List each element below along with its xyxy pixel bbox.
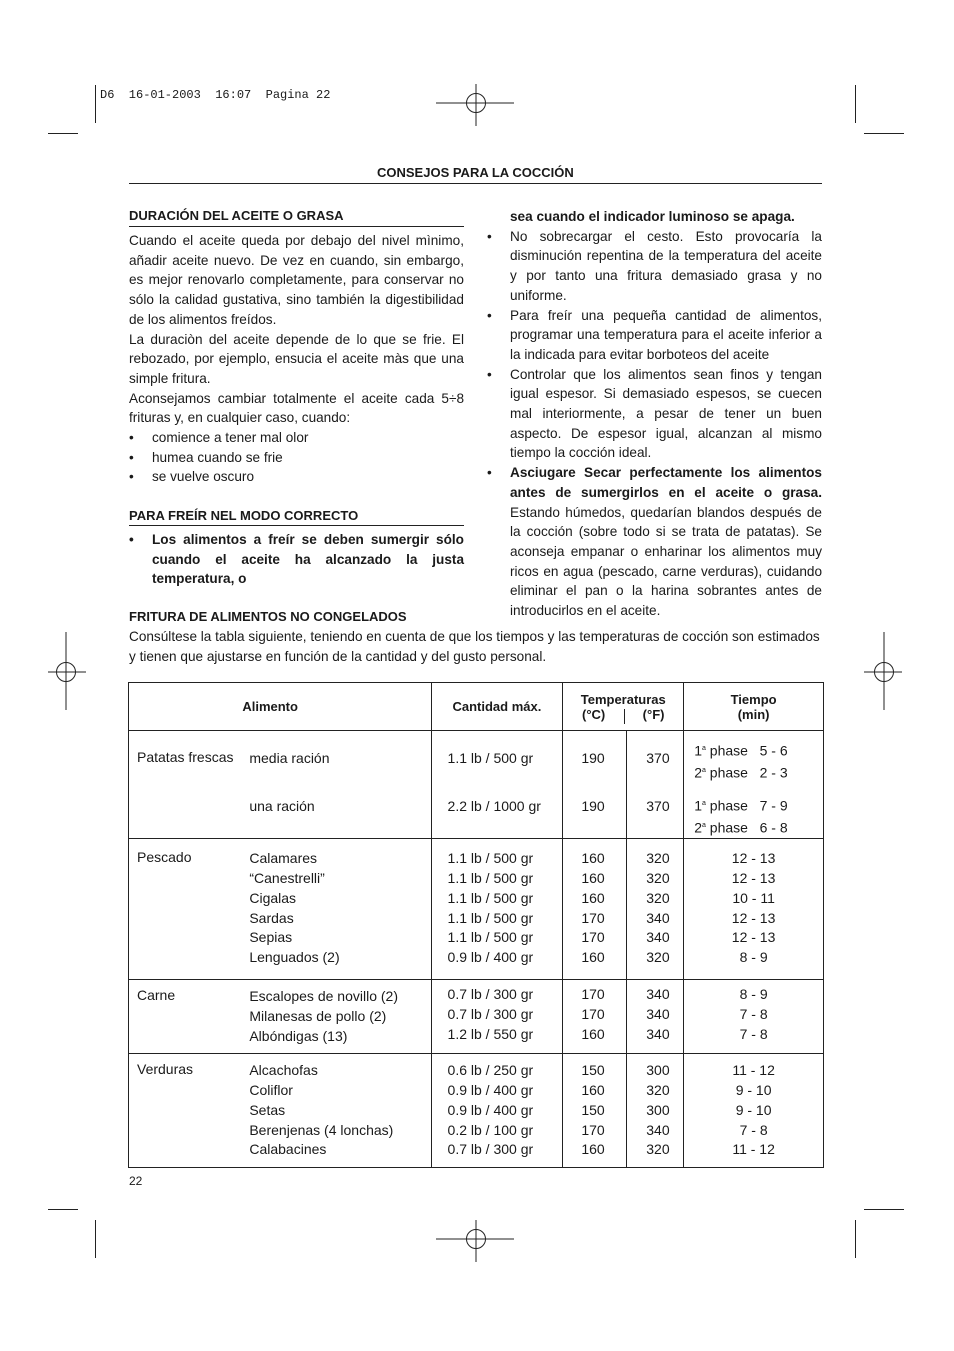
cell-line: 160 bbox=[581, 870, 605, 887]
category-pescado: Pescado bbox=[129, 839, 242, 980]
cell-line: 340 bbox=[646, 909, 670, 926]
header-fahrenheit: (°F) bbox=[642, 706, 665, 722]
cell-line: 320 bbox=[646, 1082, 670, 1099]
frying-table bbox=[128, 682, 824, 1168]
cell-line: 0.2 lb / 100 gr bbox=[447, 1121, 534, 1138]
section-duracion-title: DURACIÓN DEL ACEITE O GRASA bbox=[129, 208, 344, 223]
table-row bbox=[129, 731, 824, 839]
cell-line: 170 bbox=[581, 1121, 605, 1138]
verduras-celsius bbox=[563, 1054, 627, 1168]
cell-line: 0.9 lb / 400 gr bbox=[447, 1101, 534, 1118]
pescado-qty bbox=[431, 839, 563, 980]
condition-list bbox=[129, 428, 464, 487]
celsius-value: 190 bbox=[581, 750, 605, 766]
phase-line: 1$^a$ phase 7 - 9 bbox=[694, 797, 788, 814]
title-rule bbox=[129, 183, 822, 184]
cell-line: 300 bbox=[646, 1062, 670, 1079]
cell-line: 160 bbox=[581, 889, 605, 906]
cell-line: 320 bbox=[646, 889, 670, 906]
verduras-qty bbox=[431, 1054, 563, 1168]
cell-line: 340 bbox=[646, 1025, 670, 1042]
cell-line: 11 - 12 bbox=[732, 1141, 775, 1158]
paragraph: La duraciòn del aceite depende de lo que se frie. El rebozado, por ejemplo, ensucia el aceite màs que una simple fritura. bbox=[129, 331, 464, 386]
cell-line: 320 bbox=[646, 870, 670, 887]
list-item: • Para freír una pequeña cantidad de alimentos, programar una temperatura para el aceite inferior a la indicada para evitar borboteos del aceite bbox=[487, 306, 822, 365]
cell-line: 340 bbox=[646, 1121, 670, 1138]
cell-line: 1.1 lb / 500 gr bbox=[447, 889, 534, 906]
continuation-text: sea cuando el indicador luminoso se apaga. bbox=[510, 209, 795, 224]
category-patatas: Patatas frescas bbox=[129, 731, 242, 839]
carne-qty bbox=[431, 980, 563, 1054]
text: Estando húmedos, quedarían blandos después de la cocción (sobre todo si se trata de patatas). Se aconseja empanar o enharinar los alimentos muy ricos en agua (pescado, carne verduras), cuidando eliminar el pan o la harina sobrantes antes de introducirlos en el aceite. bbox=[510, 504, 822, 619]
cell-line: Calamares bbox=[249, 850, 318, 867]
cell-line: 10 - 11 bbox=[732, 889, 775, 906]
cell-line: 170 bbox=[581, 909, 605, 926]
right-column-body bbox=[487, 207, 822, 621]
cell-line: Cigalas bbox=[249, 889, 297, 906]
list-item: • se vuelve oscuro bbox=[129, 467, 464, 487]
header-temperaturas bbox=[563, 683, 684, 731]
cell-line: Coliflor bbox=[249, 1082, 293, 1099]
cell-line: 320 bbox=[646, 948, 670, 965]
cell-line: Lenguados (2) bbox=[249, 948, 340, 965]
table-row bbox=[129, 1054, 824, 1168]
cell-line: 0.6 lb / 250 gr bbox=[447, 1062, 534, 1079]
carne-items bbox=[241, 980, 431, 1054]
table-row bbox=[129, 839, 824, 980]
paragraph: Cuando el aceite queda por debajo del nivel mìnimo, añadir aceite nuevo. De vez en cuando, sin embargo, es mejor renovarlo completamente, para conservar no sólo la calidad gustativa, sino también la digestibilidad de los alimentos freídos. bbox=[129, 233, 464, 327]
list-item: • humea cuando se frie bbox=[129, 448, 464, 468]
cell-line: 320 bbox=[646, 1141, 670, 1158]
header-tiempo bbox=[684, 683, 824, 731]
section-freir-title: PARA FREÍR NEL MODO CORRECTO bbox=[129, 508, 359, 523]
header-temperaturas-label: Temperaturas bbox=[580, 691, 666, 707]
pescado-time bbox=[684, 839, 824, 980]
category-verduras: Verduras bbox=[129, 1054, 242, 1168]
fahrenheit-value: 370 bbox=[646, 797, 670, 814]
cell-line: 9 - 10 bbox=[735, 1082, 772, 1099]
list-item: • comience a tener mal olor bbox=[129, 428, 464, 448]
list-item: • Los alimentos a freír se deben sumergir sólo cuando el aceite ha alcanzado la justa temperatura, o bbox=[129, 530, 464, 589]
cell-line: Milanesas de pollo (2) bbox=[249, 1008, 387, 1025]
list-item: • Controlar que los alimentos sean finos y tengan igual espesor. Si demasiado espesos, se cuecen mal interiormente, a pesar de tener un buen aspecto. De espesor igual, alcanzan al mismo tiempo la cocción ideal. bbox=[487, 365, 822, 464]
pescado-fahrenheit bbox=[627, 839, 684, 980]
cell-line: Sepias bbox=[249, 929, 293, 946]
cell-line: 7 - 8 bbox=[739, 1025, 768, 1042]
section-freir-body bbox=[129, 530, 464, 589]
header-celsius: (°C) bbox=[582, 706, 606, 722]
print-header: D6 16-01-2003 16:07 Pagina 22 bbox=[100, 88, 331, 102]
cell-line: 160 bbox=[581, 948, 605, 965]
cell-line: 12 - 13 bbox=[731, 929, 776, 946]
cell-line: 150 bbox=[581, 1062, 605, 1079]
cell-line: 0.7 lb / 300 gr bbox=[447, 1141, 534, 1158]
celsius-value: 190 bbox=[581, 797, 605, 814]
section-duracion-rule bbox=[129, 226, 464, 227]
cell-line: 170 bbox=[581, 929, 605, 946]
cell-line: 0.9 lb / 400 gr bbox=[447, 1082, 534, 1099]
page-number: 22 bbox=[129, 1174, 143, 1188]
cell-line: 1.2 lb / 550 gr bbox=[447, 1025, 534, 1042]
header-tiempo-label: Tiempo bbox=[730, 691, 777, 707]
cell-line: 8 - 9 bbox=[739, 948, 768, 965]
phase-line: 1$^a$ phase 5 - 6 bbox=[694, 742, 788, 759]
cell-line: Setas bbox=[249, 1101, 286, 1118]
food-item: una ración bbox=[249, 797, 315, 814]
cell-line: 160 bbox=[581, 1082, 605, 1099]
cell-line: 170 bbox=[581, 986, 605, 1003]
cell-line: 12 - 13 bbox=[731, 850, 776, 867]
fritura-intro: Consúltese la tabla siguiente, teniendo en cuenta de que los tiempos y las temperaturas de cocción son estimados y tienen que ajustarse en función de la cantidad y del gusto personal. bbox=[129, 629, 820, 664]
cell-line: 1.1 lb / 500 gr bbox=[447, 909, 534, 926]
fritura-title: FRITURA DE ALIMENTOS NO CONGELADOS bbox=[129, 609, 407, 624]
cell-line: 170 bbox=[581, 1006, 605, 1023]
registration-mark-bottom bbox=[436, 1218, 516, 1268]
cell-line: 1.1 lb / 500 gr bbox=[447, 850, 534, 867]
table-header-row bbox=[129, 683, 824, 731]
bold-text: Asciugare Secar perfectamente los alimentos antes de sumergirlos en el aceite o grasa. bbox=[510, 465, 822, 500]
cell-line: 0.9 lb / 400 gr bbox=[447, 948, 534, 965]
cell-line: 160 bbox=[581, 850, 605, 867]
category-carne: Carne bbox=[129, 980, 242, 1054]
cell-line: 7 - 8 bbox=[739, 1121, 768, 1138]
cell-line: 150 bbox=[581, 1101, 605, 1118]
verduras-time bbox=[684, 1054, 824, 1168]
cell-line: Sardas bbox=[249, 909, 294, 926]
registration-mark-top bbox=[436, 82, 516, 132]
cell-line: “Canestrelli” bbox=[249, 870, 325, 887]
list-item: • No sobrecargar el cesto. Esto provocaría la disminución repentina de la temperatura del aceite y por tanto una fritura demasiado grasa y no uniforme. bbox=[487, 227, 822, 306]
section-duracion-body bbox=[129, 231, 464, 487]
food-item: media ración bbox=[249, 750, 330, 766]
cell-line: 12 - 13 bbox=[731, 909, 776, 926]
cell-line: 0.7 lb / 300 gr bbox=[447, 1006, 534, 1023]
cell-line: Alcachofas bbox=[249, 1062, 318, 1079]
header-tiempo-unit: (min) bbox=[737, 706, 770, 722]
cell-line: 11 - 12 bbox=[732, 1062, 775, 1079]
paragraph: Aconsejamos cambiar totalmente el aceite cada 5÷8 frituras y, en cualquier caso, cuando: bbox=[129, 390, 464, 426]
cell-line: Calabacines bbox=[249, 1141, 327, 1158]
cell-line: 1.1 lb / 500 gr bbox=[447, 870, 534, 887]
cell-line: 8 - 9 bbox=[739, 986, 768, 1003]
header-cantidad: Cantidad máx. bbox=[431, 683, 563, 731]
table-row bbox=[129, 980, 824, 1054]
qty-value: 1.1 lb / 500 gr bbox=[447, 750, 534, 766]
carne-fahrenheit bbox=[627, 980, 684, 1054]
cell-line: Berenjenas (4 lonchas) bbox=[249, 1121, 394, 1138]
cell-line: 340 bbox=[646, 929, 670, 946]
carne-celsius bbox=[563, 980, 627, 1054]
list-item bbox=[487, 463, 822, 621]
cell-line: 340 bbox=[646, 986, 670, 1003]
cell-line: 300 bbox=[646, 1101, 670, 1118]
cell-line: 12 - 13 bbox=[731, 870, 776, 887]
cell-line: 1.1 lb / 500 gr bbox=[447, 929, 534, 946]
header-alimento: Alimento bbox=[241, 683, 431, 731]
pescado-celsius bbox=[563, 839, 627, 980]
verduras-items bbox=[241, 1054, 431, 1168]
cell-line: 340 bbox=[646, 1006, 670, 1023]
cell-line: Escalopes de novillo (2) bbox=[249, 988, 398, 1005]
qty-value: 2.2 lb / 1000 gr bbox=[447, 797, 541, 814]
cell-line: 7 - 8 bbox=[739, 1006, 768, 1023]
cell-line: Albóndigas (13) bbox=[249, 1027, 348, 1044]
cell-line: 160 bbox=[581, 1025, 605, 1042]
verduras-fahrenheit bbox=[627, 1054, 684, 1168]
fahrenheit-value: 370 bbox=[646, 750, 670, 766]
cell-line: 9 - 10 bbox=[735, 1101, 772, 1118]
phase-line: 2$^a$ phase 6 - 8 bbox=[694, 819, 788, 836]
phase-line: 2$^a$ phase 2 - 3 bbox=[694, 765, 788, 782]
cell-line: 160 bbox=[581, 1141, 605, 1158]
pescado-items bbox=[241, 839, 431, 980]
cell-line: 0.7 lb / 300 gr bbox=[447, 986, 534, 1003]
page-title: CONSEJOS PARA LA COCCIÓN bbox=[377, 165, 574, 180]
section-freir-rule bbox=[129, 525, 464, 526]
cell-line: 320 bbox=[646, 850, 670, 867]
registration-mark-right bbox=[862, 632, 906, 712]
carne-time bbox=[684, 980, 824, 1054]
registration-mark-left bbox=[44, 632, 88, 712]
